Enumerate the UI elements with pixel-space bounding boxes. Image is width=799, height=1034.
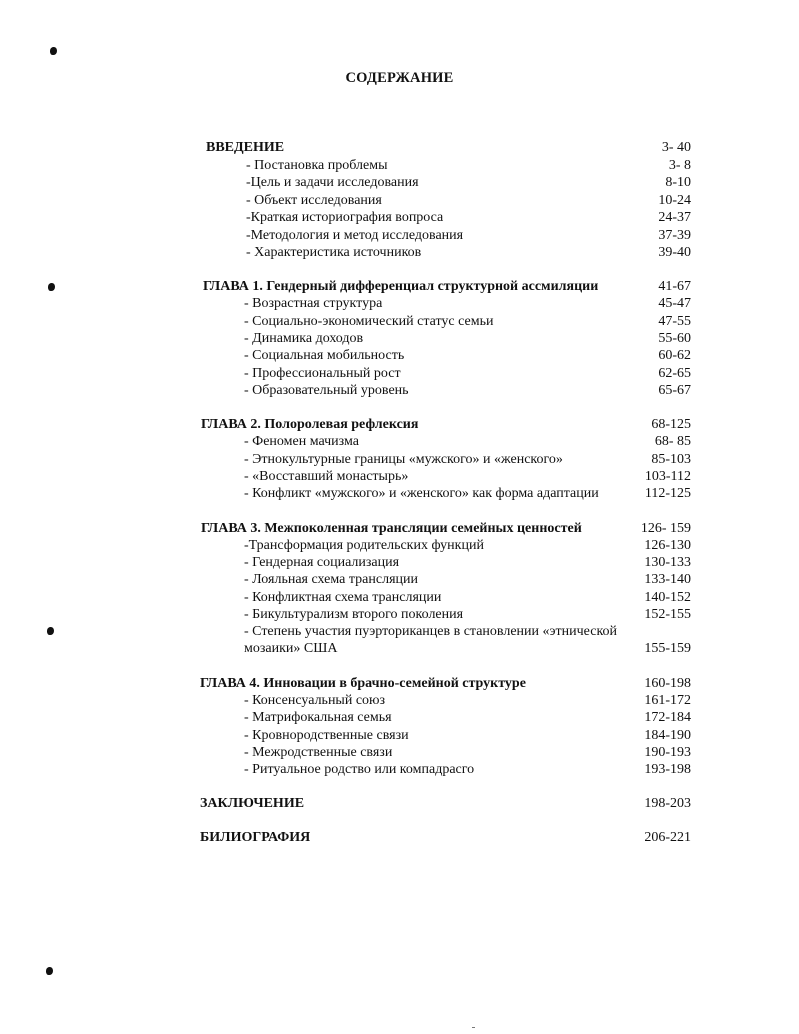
toc-page-range: 193-198	[644, 762, 691, 777]
toc-item-label: - Характеристика источников	[246, 245, 422, 260]
toc-item-label: - Кровнородственные связи	[244, 728, 409, 743]
toc-page-range: 41-67	[658, 279, 691, 294]
toc-item-label: -Цель и задачи исследования	[246, 175, 419, 190]
toc-heading-label: БИЛИОГРАФИЯ	[200, 830, 311, 845]
toc-item-label: - Матрифокальная семья	[244, 710, 392, 725]
toc-page-range: 47-55	[658, 314, 691, 329]
toc-heading-label: ГЛАВА 2. Полоролевая рефлексия	[201, 417, 419, 432]
toc-page-range: 37-39	[658, 228, 691, 243]
toc-item-label: - Этнокультурные границы «мужского» и «женского»	[244, 452, 563, 467]
toc-page-range: 24-37	[658, 210, 691, 225]
toc-item-label: - Объект исследования	[246, 193, 382, 208]
toc-item-label: - Динамика доходов	[244, 331, 364, 346]
toc-page-range: 10-24	[658, 193, 691, 208]
toc-heading-introduction	[0, 139, 799, 156]
toc-item-label: - Постановка проблемы	[246, 158, 388, 173]
toc-item	[0, 347, 799, 364]
toc-item-label: - Степень участия пуэрториканцев в становлении «этнической	[244, 624, 618, 639]
toc-page-range: 184-190	[644, 728, 691, 743]
toc-item-label: -Методология и метод исследования	[246, 228, 464, 243]
toc-page-range: 126-130	[644, 538, 691, 553]
toc-item	[0, 295, 799, 312]
toc-page-range: 45-47	[658, 296, 691, 311]
toc-item	[0, 744, 799, 761]
toc-heading-bibliography	[0, 829, 799, 846]
toc-item	[0, 330, 799, 347]
toc-item	[0, 589, 799, 606]
toc-page-range: 55-60	[658, 331, 691, 346]
toc-item-label: - Межродственные связи	[244, 745, 393, 760]
toc-item	[0, 468, 799, 485]
toc-heading-chapter-3	[0, 520, 799, 537]
toc-item	[0, 554, 799, 571]
toc-item	[0, 192, 799, 209]
toc-heading-chapter-4	[0, 675, 799, 692]
page-title: СОДЕРЖАНИЕ	[345, 70, 454, 86]
toc-item	[0, 537, 799, 554]
toc-item	[0, 709, 799, 726]
toc-page-range: 133-140	[644, 572, 691, 587]
toc-item	[0, 485, 799, 502]
toc-page-range: 112-125	[644, 486, 691, 501]
toc-item	[0, 761, 799, 778]
toc-heading-chapter-2	[0, 416, 799, 433]
toc-item-label: - Ритуальное родство или компадрасго	[244, 762, 475, 777]
toc-item-label: - Бикультурализм второго поколения	[244, 607, 464, 622]
toc-item	[0, 157, 799, 174]
toc-page-range: 68-125	[651, 417, 691, 432]
toc-item-label: - Социально-экономический статус семьи	[244, 314, 494, 329]
toc-page-range: 85-103	[651, 452, 691, 467]
binder-hole-mark	[46, 967, 53, 975]
toc-heading-label: ЗАКЛЮЧЕНИЕ	[200, 796, 305, 811]
toc-item-label: - Образовательный уровень	[244, 383, 409, 398]
toc-item	[0, 571, 799, 588]
toc-item-label: - Возрастная структура	[244, 296, 383, 311]
binder-hole-mark	[48, 283, 55, 291]
scan-speck	[472, 1027, 475, 1028]
toc-page-range: 140-152	[644, 590, 691, 605]
toc-item	[0, 209, 799, 226]
toc-item	[0, 227, 799, 244]
toc-heading-label: ГЛАВА 1. Гендерный дифференциал структурной ассмиляции	[203, 279, 599, 294]
toc-page-range: 60-62	[658, 348, 691, 363]
toc-page-range: 206-221	[644, 830, 691, 845]
toc-item	[0, 382, 799, 399]
toc-item-label: -Краткая историография вопроса	[246, 210, 444, 225]
toc-page-range: 8-10	[665, 175, 691, 190]
toc-item	[0, 606, 799, 623]
toc-item-label: - Конфликт «мужского» и «женского» как форма адаптации	[244, 486, 599, 501]
toc-heading-conclusion	[0, 795, 799, 812]
toc-page-range: 172-184	[644, 710, 691, 725]
toc-page-range: 68- 85	[654, 434, 691, 449]
toc-item-label: - Гендерная социализация	[244, 555, 400, 570]
toc-page-range: 62-65	[658, 366, 691, 381]
toc-page-range: 103-112	[644, 469, 691, 484]
toc-item-label: - Конфликтная схема трансляции	[244, 590, 442, 605]
toc-item	[0, 727, 799, 744]
toc-item-label: -Трансформация родительских функций	[244, 538, 484, 553]
toc-item-label: - Социальная мобильность	[244, 348, 405, 363]
toc-item-label: - Профессиональный рост	[244, 366, 401, 381]
toc-heading-label: ГЛАВА 4. Инновации в брачно-семейной структуре	[200, 676, 526, 691]
toc-item	[0, 451, 799, 468]
toc-page-range: 152-155	[644, 607, 691, 622]
toc-page-range: 3- 8	[668, 158, 691, 173]
toc-item-label: - Феномен мачизма	[244, 434, 359, 449]
toc-page-range: 155-159	[644, 641, 691, 656]
toc-item	[0, 244, 799, 261]
toc-page-range: 160-198	[644, 676, 691, 691]
toc-page-range: 65-67	[658, 383, 691, 398]
toc-item	[0, 433, 799, 450]
toc-page-range: 39-40	[658, 245, 691, 260]
toc-item-label: - «Восставший монастырь»	[244, 469, 409, 484]
toc-item	[0, 313, 799, 330]
toc-page-range: 3- 40	[661, 140, 691, 155]
toc-item	[0, 692, 799, 709]
binder-hole-mark	[47, 627, 54, 635]
toc-item-label: - Консенсуальный союз	[244, 693, 386, 708]
toc-heading-label: ГЛАВА 3. Межпоколенная трансляции семейных ценностей	[201, 521, 582, 536]
toc-page-range: 126- 159	[640, 521, 691, 536]
toc-item-continuation	[0, 640, 799, 657]
toc-page-range: 130-133	[644, 555, 691, 570]
binder-hole-mark	[50, 47, 57, 55]
toc-item-label: мозаики» США	[244, 641, 338, 656]
toc-page-range: 198-203	[644, 796, 691, 811]
toc-item	[0, 623, 799, 640]
toc-item	[0, 174, 799, 191]
toc-heading-chapter-1	[0, 278, 799, 295]
toc-page-range: 190-193	[644, 745, 691, 760]
toc-item	[0, 365, 799, 382]
toc-heading-label: ВВЕДЕНИЕ	[206, 140, 285, 155]
toc-item-label: - Лояльная схема трансляции	[244, 572, 418, 587]
toc-page-range: 161-172	[644, 693, 691, 708]
